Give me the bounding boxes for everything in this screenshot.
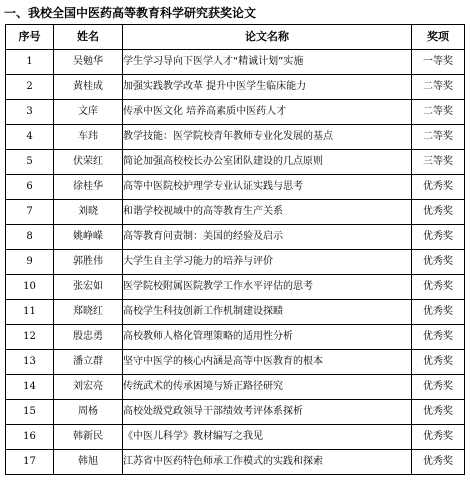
cell-no: 8 (6, 225, 54, 250)
header-no: 序号 (6, 25, 54, 50)
cell-title: 教学技能：医学院校青年教师专业化发展的基点 (123, 125, 412, 150)
cell-name: 张宏如 (54, 275, 123, 300)
cell-name: 刘晓 (54, 200, 123, 225)
table-row (6, 400, 465, 425)
table-row (6, 425, 465, 450)
cell-name: 刘宏亮 (54, 375, 123, 400)
header-title: 论文名称 (123, 25, 412, 50)
cell-no: 14 (6, 375, 54, 400)
cell-no: 5 (6, 150, 54, 175)
cell-award: 二等奖 (412, 75, 465, 100)
cell-no: 9 (6, 250, 54, 275)
cell-award: 优秀奖 (412, 375, 465, 400)
cell-title: 和谐学校视域中的高等教育生产关系 (123, 200, 412, 225)
cell-award: 优秀奖 (412, 250, 465, 275)
cell-title: 高校教师人格化管理策略的适用性分析 (123, 325, 412, 350)
cell-no: 13 (6, 350, 54, 375)
cell-no: 15 (6, 400, 54, 425)
cell-no: 2 (6, 75, 54, 100)
table-row (6, 375, 465, 400)
cell-award: 二等奖 (412, 125, 465, 150)
cell-award: 优秀奖 (412, 425, 465, 450)
table-header-row (6, 25, 465, 50)
cell-award: 优秀奖 (412, 450, 465, 475)
cell-no: 16 (6, 425, 54, 450)
cell-award: 一等奖 (412, 50, 465, 75)
cell-award: 优秀奖 (412, 275, 465, 300)
cell-award: 优秀奖 (412, 200, 465, 225)
cell-title: 简论加强高校校长办公室团队建设的几点原则 (123, 150, 412, 175)
header-name: 姓名 (54, 25, 123, 50)
table-row (6, 225, 465, 250)
cell-name: 徐桂华 (54, 175, 123, 200)
cell-award: 优秀奖 (412, 175, 465, 200)
table-row (6, 125, 465, 150)
cell-name: 潘立群 (54, 350, 123, 375)
cell-award: 优秀奖 (412, 350, 465, 375)
cell-no: 1 (6, 50, 54, 75)
table-row (6, 325, 465, 350)
table-row (6, 150, 465, 175)
cell-name: 黄桂成 (54, 75, 123, 100)
cell-title: 加强实践教学改革 提升中医学生临床能力 (123, 75, 412, 100)
cell-title: 传承中医文化 培养高素质中医药人才 (123, 100, 412, 125)
table-row (6, 200, 465, 225)
cell-title: 大学生自主学习能力的培养与评价 (123, 250, 412, 275)
cell-title: 高等教育问责制：美国的经验及启示 (123, 225, 412, 250)
cell-award: 二等奖 (412, 100, 465, 125)
cell-no: 4 (6, 125, 54, 150)
cell-name: 吴勉华 (54, 50, 123, 75)
cell-no: 17 (6, 450, 54, 475)
cell-name: 郑晓红 (54, 300, 123, 325)
cell-name: 郭胜伟 (54, 250, 123, 275)
cell-title: 学生学习导向下医学人才“精诚计划”实施 (123, 50, 412, 75)
cell-name: 姚峥嵘 (54, 225, 123, 250)
table-row (6, 250, 465, 275)
cell-no: 7 (6, 200, 54, 225)
cell-title: 高等中医院校护理学专业认证实践与思考 (123, 175, 412, 200)
table-row (6, 50, 465, 75)
cell-no: 3 (6, 100, 54, 125)
cell-award: 优秀奖 (412, 325, 465, 350)
cell-name: 韩新民 (54, 425, 123, 450)
cell-award: 优秀奖 (412, 400, 465, 425)
cell-no: 11 (6, 300, 54, 325)
cell-name: 车玮 (54, 125, 123, 150)
cell-title: 坚守中医学的核心内涵是高等中医教育的根本 (123, 350, 412, 375)
table-body (6, 50, 465, 475)
table-row (6, 300, 465, 325)
cell-title: 高校学生科技创新工作机制建设探赜 (123, 300, 412, 325)
table-row (6, 75, 465, 100)
header-award: 奖项 (412, 25, 465, 50)
table-row (6, 350, 465, 375)
section-heading: 一、我校全国中医药高等教育科学研究获奖论文 (4, 6, 257, 20)
cell-no: 12 (6, 325, 54, 350)
table-row (6, 175, 465, 200)
cell-name: 韩旭 (54, 450, 123, 475)
cell-award: 三等奖 (412, 150, 465, 175)
cell-no: 6 (6, 175, 54, 200)
awards-table (5, 24, 465, 475)
cell-name: 周杨 (54, 400, 123, 425)
table-row (6, 100, 465, 125)
cell-title: 高校处级党政领导干部绩效考评体系探析 (123, 400, 412, 425)
table-row (6, 450, 465, 475)
cell-name: 文庠 (54, 100, 123, 125)
cell-title: 医学院校附属医院教学工作水平评估的思考 (123, 275, 412, 300)
cell-name: 殷忠勇 (54, 325, 123, 350)
cell-award: 优秀奖 (412, 300, 465, 325)
cell-title: 《中医儿科学》教材编写之我见 (123, 425, 412, 450)
cell-title: 江苏省中医药特色师承工作模式的实践和探索 (123, 450, 412, 475)
table-row (6, 275, 465, 300)
cell-award: 优秀奖 (412, 225, 465, 250)
cell-name: 伏荣红 (54, 150, 123, 175)
cell-title: 传统武术的传承困境与矫正路径研究 (123, 375, 412, 400)
cell-no: 10 (6, 275, 54, 300)
